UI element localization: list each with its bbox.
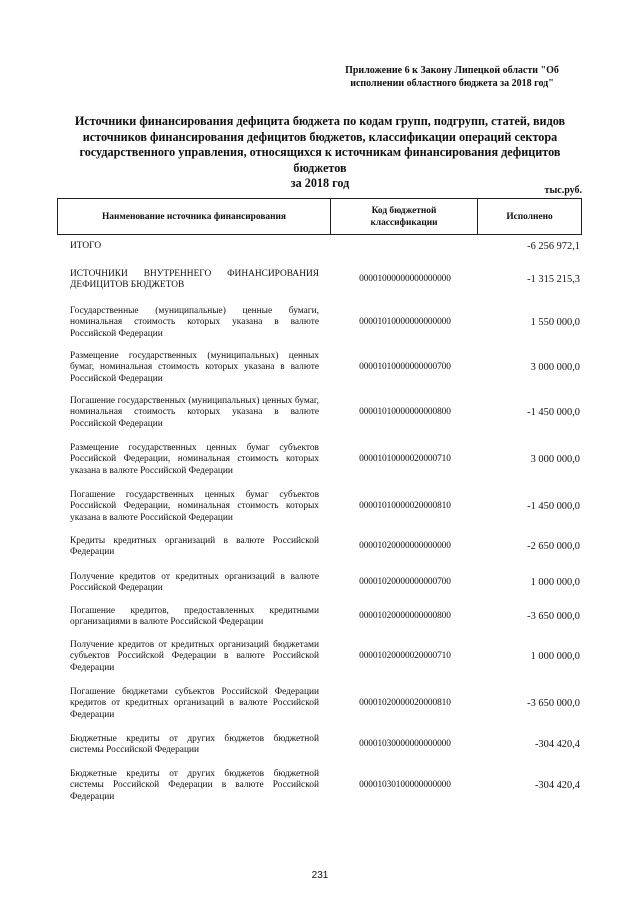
row-value: 1 000 000,0 — [530, 577, 580, 589]
table-row — [57, 442, 582, 478]
row-name: Кредиты кредитных организаций в валюте Российской Федерации — [70, 535, 319, 557]
table-header — [57, 198, 582, 235]
row-value: 3 000 000,0 — [530, 454, 580, 466]
appendix-line-2: исполнении областного бюджета за 2018 год" — [350, 78, 554, 89]
row-code: 00001010000020000810 — [359, 501, 451, 512]
row-name: Погашение государственных (муниципальных) ценных бумаг, номинальная стоимость которых указана в валюте Российской Федерации — [70, 395, 319, 429]
table-row — [57, 350, 582, 386]
row-name: Получение кредитов от кредитных организаций в валюте Российской Федерации — [70, 571, 319, 593]
row-value: -304 420,4 — [534, 780, 580, 792]
header-exec: Исполнено — [506, 211, 553, 222]
table-row — [57, 489, 582, 525]
row-code: 00001010000000000700 — [359, 362, 451, 373]
title-line-2: источников финансирования дефицитов бюджетов, классификации операций сектора — [82, 129, 558, 144]
row-value: -6 256 972,1 — [527, 241, 580, 253]
row-value: 1 550 000,0 — [530, 317, 580, 329]
row-code: 00001020000000000700 — [359, 577, 451, 588]
row-code: 00001010000020000710 — [359, 454, 451, 465]
row-value: -304 420,4 — [534, 739, 580, 751]
title-line-3: государственного управления, относящихся к источникам финансирования дефицитов бюджетов — [79, 145, 561, 175]
header-code-line-1: Код бюджетной — [371, 205, 437, 216]
title-line-4: за 2018 год — [290, 176, 350, 190]
row-name: ИТОГО — [70, 241, 102, 252]
row-code: 00001020000000000000 — [359, 541, 451, 552]
row-name: Получение кредитов от кредитных организаций бюджетами субъектов Российской Федерации в валюте Российской Федерации — [70, 639, 319, 673]
row-name: Бюджетные кредиты от других бюджетов бюджетной системы Российской Федерации в валюте Российской Федерации — [70, 768, 319, 802]
header-name: Наименование источника финансирования — [102, 211, 286, 222]
header-code-line-2: классификации — [370, 217, 438, 228]
row-value: -2 650 000,0 — [527, 541, 580, 553]
table-row — [57, 639, 582, 675]
appendix-line-1: Приложение 6 к Закону Липецкой области "Об — [345, 65, 559, 76]
row-value: -1 450 000,0 — [527, 407, 580, 419]
table-row — [57, 236, 582, 258]
row-code: 00001020000020000810 — [359, 698, 451, 709]
row-value: -1 450 000,0 — [527, 501, 580, 513]
table-row — [57, 604, 582, 630]
document-title — [56, 114, 584, 192]
table-row — [57, 305, 582, 341]
row-code: 00001020000000000800 — [359, 611, 451, 622]
row-name: Государственные (муниципальные) ценные бумаги, номинальная стоимость которых указана в валюте Российской Федерации — [70, 305, 319, 339]
row-name: Погашение кредитов, предоставленных кредитными организациями в валюте Российской Федерации — [70, 605, 319, 627]
table-row — [57, 570, 582, 596]
row-value: -3 650 000,0 — [527, 698, 580, 710]
appendix-note — [322, 64, 582, 90]
header-code — [330, 199, 478, 234]
table-row — [57, 267, 582, 293]
row-code: 00001010000000000000 — [359, 317, 451, 328]
row-code: 00001020000020000710 — [359, 651, 451, 662]
row-code: 00001000000000000000 — [359, 274, 451, 285]
row-name: ИСТОЧНИКИ ВНУТРЕННЕГО ФИНАНСИРОВАНИЯ ДЕФИЦИТОВ БЮДЖЕТОВ — [70, 268, 319, 290]
row-name: Бюджетные кредиты от других бюджетов бюджетной системы Российской Федерации — [70, 733, 319, 755]
table-row — [57, 732, 582, 758]
row-value: -3 650 000,0 — [527, 611, 580, 623]
table-row — [57, 686, 582, 722]
row-name: Размещение государственных ценных бумаг субъектов Российской Федерации, номинальная стоимость которых указана в валюте Российской Федерации — [70, 442, 319, 476]
table-row — [57, 768, 582, 802]
row-code: 00001010000000000800 — [359, 407, 451, 418]
row-name: Погашение государственных ценных бумаг субъектов Российской Федерации, номинальная стоимость которых указана в валюте Российской Федерации — [70, 489, 319, 523]
units-label: тыс.руб. — [544, 185, 582, 196]
table-row — [57, 395, 582, 431]
row-value: 1 000 000,0 — [530, 651, 580, 663]
row-value: -1 315 215,3 — [527, 274, 580, 286]
row-code: 00001030000000000000 — [359, 739, 451, 750]
row-code: 00001030100000000000 — [359, 780, 451, 791]
row-value: 3 000 000,0 — [530, 362, 580, 374]
table-row — [57, 534, 582, 560]
row-name: Погашение бюджетами субъектов Российской Федерации кредитов от кредитных организаций в валюте Российской Федерации — [70, 686, 319, 720]
page-number: 231 — [311, 870, 329, 881]
title-line-1: Источники финансирования дефицита бюджета по кодам групп, подгрупп, статей, видов — [74, 114, 566, 128]
row-name: Размещение государственных (муниципальных) ценных бумаг, номинальная стоимость которых указана в валюте Российской Федерации — [70, 350, 319, 384]
